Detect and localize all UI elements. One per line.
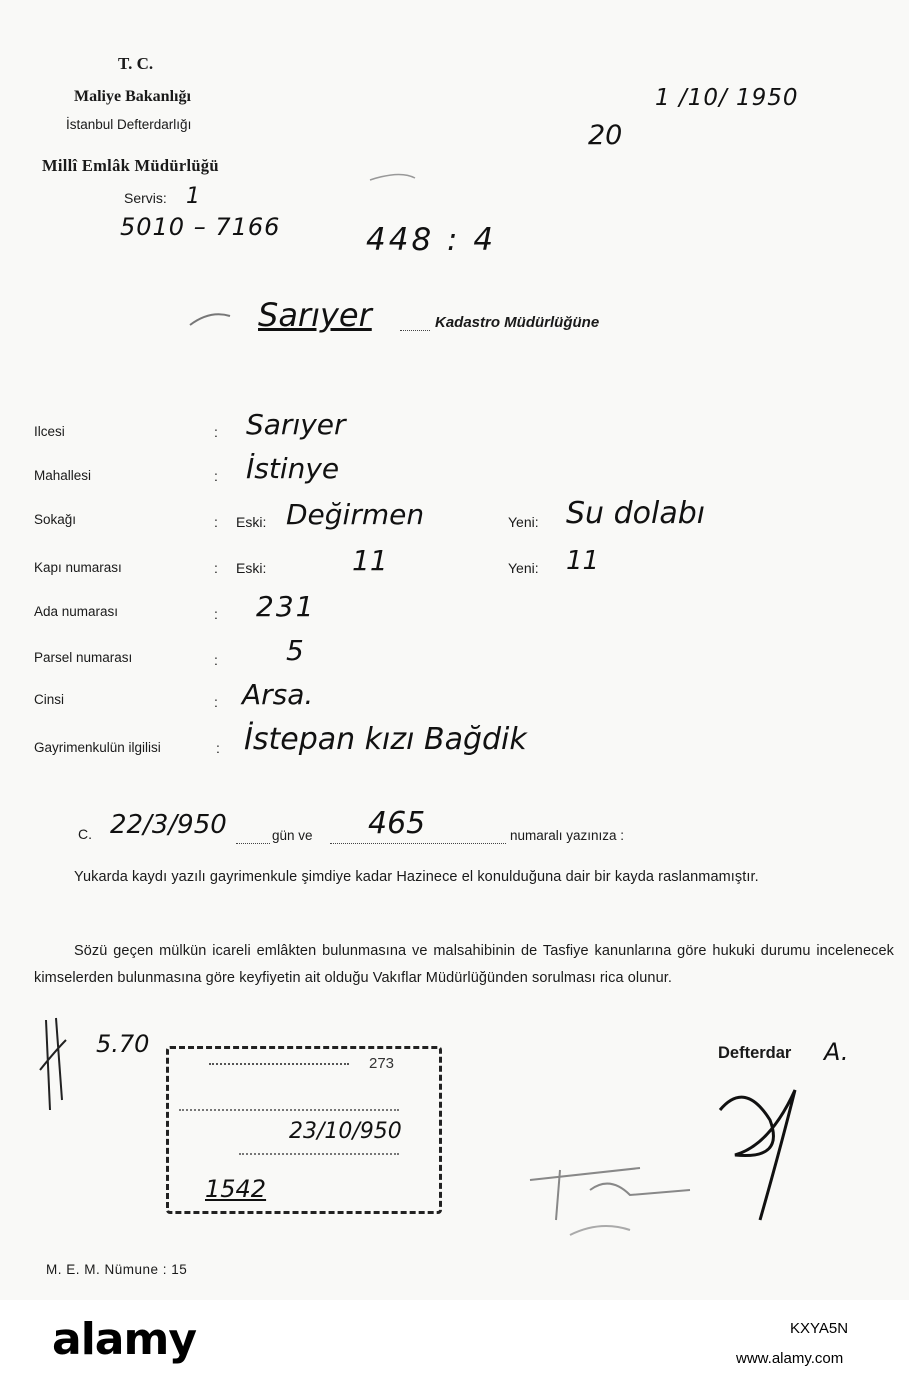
dotted-line xyxy=(330,843,506,844)
ref-suffix: numaralı yazınıza : xyxy=(510,828,625,843)
stamp-rule xyxy=(239,1153,399,1155)
directorate-name: Millî Emlâk Müdürlüğü xyxy=(42,156,219,175)
watermark-image-id: KXYA5N xyxy=(790,1320,849,1337)
signature-title: Defterdar xyxy=(718,1044,792,1062)
pen-stroke-icon xyxy=(180,160,440,340)
field-label-ada: Ada numarası xyxy=(34,604,119,619)
field-old-label: Eski: xyxy=(236,560,267,576)
form-code: M. E. M. Nümune : 15 xyxy=(46,1262,188,1277)
colon: : xyxy=(216,740,220,756)
handwritten-20: 20 xyxy=(588,120,623,151)
service-value: 1 xyxy=(186,184,200,209)
colon: : xyxy=(214,468,218,484)
ref-prefix: C. xyxy=(78,826,92,842)
field-label-ilce: Ilcesi xyxy=(34,424,65,439)
margin-note: 5.70 xyxy=(96,1030,150,1058)
handwritten-number: 448 : 4 xyxy=(366,222,497,258)
tc-heading: T. C. xyxy=(118,54,154,73)
ref-number: 465 xyxy=(368,806,426,841)
field-value-parsel: 5 xyxy=(286,634,304,667)
signature-mark: A. xyxy=(824,1038,849,1066)
colon: : xyxy=(214,560,218,576)
watermark-logo: alamy xyxy=(52,1314,196,1365)
ref-gun-ve: gün ve xyxy=(272,828,313,843)
stamp-number: 1542 xyxy=(205,1175,267,1203)
paragraph-2: Sözü geçen mülkün icareli emlâkten bulunmasına ve malsahibinin de Tasfiye kanunlarına göre hukuki durumu incelenecek kimselerden bulunmasına göre keyfiyetin ait olduğu Vakıflar Müdürlüğünden sorulması rica olunur. xyxy=(34,943,894,986)
field-value-cinsi: Arsa. xyxy=(242,678,314,711)
field-label-cinsi: Cinsi xyxy=(34,692,65,707)
field-value-mahalle: İstinye xyxy=(246,452,340,485)
letter-date: 1 /10/ 1950 xyxy=(655,85,799,111)
field-old-kapi: 11 xyxy=(352,544,388,577)
stamp-rule xyxy=(209,1063,349,1065)
stamp-rule xyxy=(179,1109,399,1111)
watermark-footer xyxy=(0,1300,909,1390)
field-label-sokak: Sokağı xyxy=(34,512,77,527)
field-value-ilce: Sarıyer xyxy=(246,408,346,441)
file-number: 5010 – 7166 xyxy=(120,213,281,241)
ministry-name: Maliye Bakanlığı xyxy=(74,88,191,105)
field-new-sokak: Su dolabı xyxy=(566,496,706,531)
field-new-label: Yeni: xyxy=(508,514,539,530)
colon: : xyxy=(214,424,218,440)
field-value-ilgili: İstepan kızı Bağdik xyxy=(244,722,527,757)
colon: : xyxy=(214,652,218,668)
office-name: İstanbul Defterdarlığı xyxy=(66,117,192,132)
dotted-line xyxy=(236,843,270,844)
service-label: Servis: xyxy=(124,190,167,206)
addressee-district: Sarıyer xyxy=(258,296,372,334)
field-old-label: Eski: xyxy=(236,514,267,530)
signature-scribble-icon xyxy=(520,1080,840,1250)
field-value-ada: 231 xyxy=(256,590,316,623)
watermark-url: www.alamy.com xyxy=(736,1350,844,1367)
paragraph-1: Yukarda kaydı yazılı gayrimenkule şimdiye kadar Hazinece el konulduğuna dair bir kayda raslanmamıştır. xyxy=(74,869,759,885)
margin-scribble-icon xyxy=(36,1010,96,1120)
stamp-date: 23/10/950 xyxy=(289,1119,402,1144)
stamp-line1: 273 xyxy=(369,1055,395,1072)
field-new-kapi: 11 xyxy=(566,546,600,576)
field-new-label: Yeni: xyxy=(508,560,539,576)
colon: : xyxy=(214,694,218,710)
field-label-parsel: Parsel numarası xyxy=(34,650,133,665)
field-label-mahalle: Mahallesi xyxy=(34,468,92,483)
field-old-sokak: Değirmen xyxy=(286,498,425,531)
colon: : xyxy=(214,514,218,530)
colon: : xyxy=(214,606,218,622)
field-label-kapi: Kapı numarası xyxy=(34,560,122,575)
ref-date: 22/3/950 xyxy=(110,810,227,840)
field-label-ilgili: Gayrimenkulün ilgilisi xyxy=(34,740,161,755)
registry-stamp xyxy=(166,1046,442,1214)
addressee-label: Kadastro Müdürlüğüne xyxy=(435,314,600,331)
